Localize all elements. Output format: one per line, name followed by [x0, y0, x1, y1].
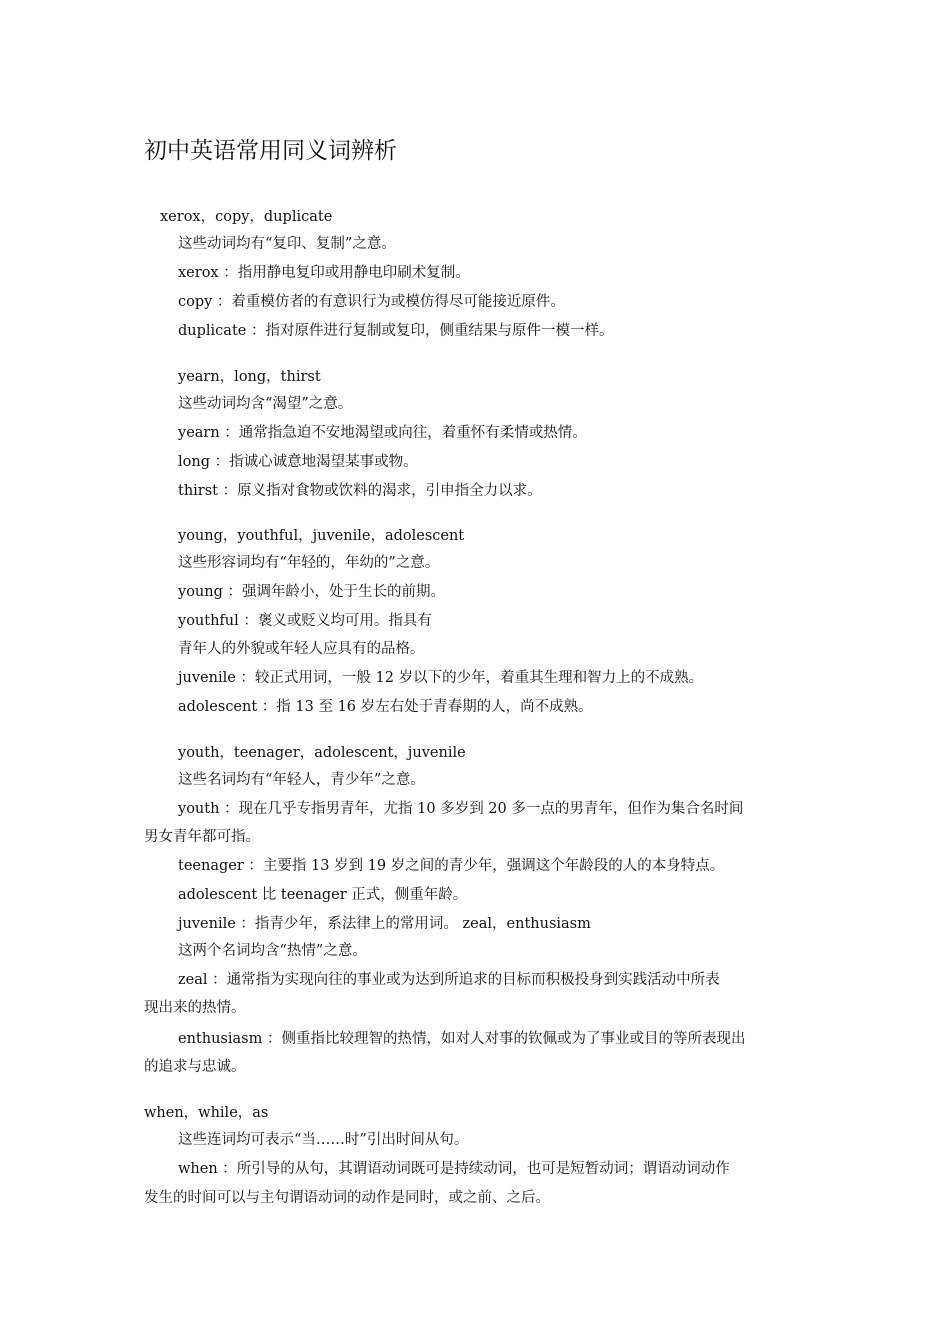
- entry-definition: long ：指诚心诚意地渴望某事或物。: [178, 454, 418, 470]
- entry-summary: 这些形容词均有“年轻的，年幼的”之意。: [178, 555, 440, 571]
- entry-definition: youth ：现在几乎专指男青年，尤指 10 多岁到 20 多一点的男青年，但作为集合名时间: [178, 801, 744, 817]
- entry-definition-continued: 的追求与忠诚。: [144, 1059, 246, 1075]
- entry-definition-continued: 男女青年都可指。: [144, 829, 260, 845]
- entry-definition: adolescent ：指 13 至 16 岁左右处于青春期的人，尚不成熟。: [178, 699, 593, 715]
- entry-definition: juvenile ：指青少年，系法律上的常用词。 zeal，enthusiasm: [178, 916, 591, 932]
- entry-definition: copy ：着重模仿者的有意识行为或模仿得尽可能接近原件。: [178, 294, 565, 310]
- entry-definition: yearn ：通常指急迫不安地渴望或向往，着重怀有柔情或热情。: [178, 425, 587, 441]
- entry-summary: 这些动词均有“复印、复制”之意。: [178, 236, 396, 252]
- entry-definition: xerox ：指用静电复印或用静电印刷术复制。: [178, 265, 470, 281]
- entry-definition-continued: 发生的时间可以与主句谓语动词的动作是同时，或之前、之后。: [144, 1190, 550, 1206]
- entry-summary: 这些动词均含“渴望”之意。: [178, 396, 353, 412]
- entry-definition: youthful ：褒义或贬义均可用。指具有: [178, 613, 432, 629]
- entry-definition: duplicate ：指对原件进行复制或复印，侧重结果与原件一模一样。: [178, 323, 614, 339]
- entry-heading-yearn: yearn，long，thirst: [178, 369, 321, 385]
- entry-summary: 这些名词均有“年轻人，青少年”之意。: [178, 772, 425, 788]
- entry-summary: 这些连词均可表示“当……时”引出时间从句。: [178, 1132, 469, 1148]
- entry-definition: when ：所引导的从句，其谓语动词既可是持续动词，也可是短暂动词；谓语动词动作: [178, 1161, 730, 1177]
- entry-summary: 这两个名词均含“热情”之意。: [178, 943, 367, 959]
- entry-definition: zeal ：通常指为实现向往的事业或为达到所追求的目标而积极投身到实践活动中所表: [178, 972, 720, 988]
- entry-definition-continued: 现出来的热情。: [144, 1000, 246, 1016]
- entry-definition-continued: 青年人的外貌或年轻人应具有的品格。: [178, 641, 425, 657]
- entry-heading-xerox: xerox，copy，duplicate: [160, 209, 333, 225]
- entry-definition: young ：强调年龄小，处于生长的前期。: [178, 584, 445, 600]
- entry-heading-young: young，youthful，juvenile，adolescent: [178, 528, 465, 544]
- entry-definition: teenager ：主要指 13 岁到 19 岁之间的青少年，强调这个年龄段的人的本身特点。: [178, 858, 725, 874]
- entry-heading-when: when，while，as: [144, 1105, 269, 1121]
- document-title: 初中英语常用同义词辨析: [144, 138, 397, 164]
- entry-definition: juvenile ：较正式用词，一般 12 岁以下的少年，着重其生理和智力上的不成熟。: [178, 670, 704, 686]
- entry-heading-youth: youth，teenager，adolescent，juvenile: [178, 745, 466, 761]
- entry-definition: adolescent 比 teenager 正式，侧重年龄。: [178, 887, 468, 903]
- entry-definition: enthusiasm ：侧重指比较理智的热情，如对人对事的钦佩或为了事业或目的等所表现出: [178, 1031, 746, 1047]
- entry-definition: thirst ：原义指对食物或饮料的渴求，引申指全力以求。: [178, 483, 542, 499]
